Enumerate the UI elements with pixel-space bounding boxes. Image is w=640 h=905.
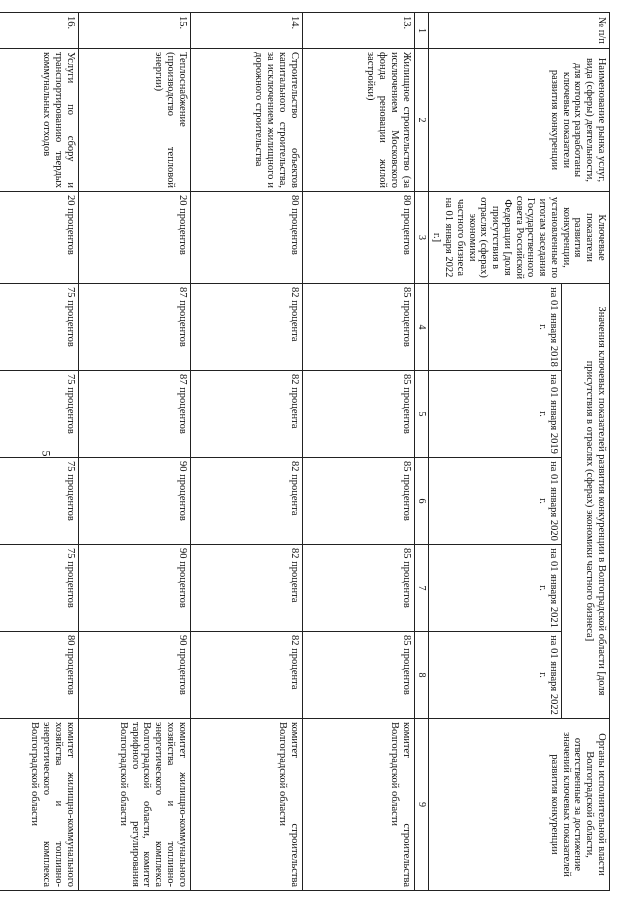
row-number: 15. <box>78 13 190 49</box>
responsible-body: комитет строительства Волгоградской области <box>190 719 302 891</box>
value-2021: 82 процента <box>190 545 302 632</box>
header-col-responsible: Органы исполнительной власти Волгоградской области, ответственные за достижение значений ключевых показателей развития конкуренции <box>428 719 609 891</box>
value-2021: 85 процентов <box>302 545 414 632</box>
value-2019: 87 процентов <box>78 371 190 458</box>
table-row <box>0 13 78 891</box>
header-col-key-indicators: Ключевые показатели развития конкуренции, установленные по итогам заседания Государственного совета Российской Федерации [доля присутствия в отраслях (сферах) экономики частного бизнеса на 01 января 2022 г.] <box>428 192 609 284</box>
value-2022: 85 процентов <box>302 632 414 719</box>
value-2018: 82 процента <box>190 284 302 371</box>
header-year-2020: на 01 января 2020 г. <box>428 458 562 545</box>
value-2019: 82 процента <box>190 371 302 458</box>
competition-indicators-table <box>0 12 610 891</box>
column-index: 3 <box>414 192 428 284</box>
value-2021: 90 процентов <box>78 545 190 632</box>
header-year-2021: на 01 января 2021 г. <box>428 545 562 632</box>
header-group-values: Значения ключевых показателей развития конкуренции в Волгоградской области [доля присутствия в отраслях (сферах) экономики частного бизнеса] <box>562 284 610 719</box>
value-2019: 75 процентов <box>0 371 78 458</box>
value-2022: 90 процентов <box>78 632 190 719</box>
value-2022: 82 процента <box>190 632 302 719</box>
key-indicator: 20 процентов <box>0 192 78 284</box>
row-number: 13. <box>302 13 414 49</box>
row-number: 16. <box>0 13 78 49</box>
value-2018: 87 процентов <box>78 284 190 371</box>
column-index: 2 <box>414 49 428 192</box>
column-index-row <box>414 13 428 891</box>
market-name: Строительство объектов капитального строительства, за исключением жилищного и дорожного строительства <box>190 49 302 192</box>
responsible-body: комитет жилищно-коммунального хозяйства и топливно-энергетического комплекса Волгоградской области <box>0 719 78 891</box>
column-index: 5 <box>414 371 428 458</box>
table-row <box>302 13 414 891</box>
header-year-2019: на 01 января 2019 г. <box>428 371 562 458</box>
header-col-number: № п/п <box>428 13 609 49</box>
market-name: Теплоснабжение (производство тепловой энергии) <box>78 49 190 192</box>
value-2018: 75 процентов <box>0 284 78 371</box>
market-name: Жилищное строительство (за исключением Московского фонда реновации жилой застройки) <box>302 49 414 192</box>
header-col-market: Наименование рынка услуг, вида (сферы) деятельности, для которых разработаны ключевые показатели развития конкуренции <box>428 49 609 192</box>
table-row <box>78 13 190 891</box>
key-indicator: 20 процентов <box>78 192 190 284</box>
header-year-2018: на 01 января 2018 г. <box>428 284 562 371</box>
responsible-body: комитет жилищно-коммунального хозяйства и топливно-энергетического комплекса Волгоградской области, комитет тарифного регулирования Волгоградской области <box>78 719 190 891</box>
column-index: 1 <box>414 13 428 49</box>
value-2019: 85 процентов <box>302 371 414 458</box>
table-row <box>190 13 302 891</box>
value-2018: 85 процентов <box>302 284 414 371</box>
column-index: 4 <box>414 284 428 371</box>
column-index: 7 <box>414 545 428 632</box>
page-number: 5 <box>39 450 54 457</box>
value-2020: 90 процентов <box>78 458 190 545</box>
header-year-2022: на 01 января 2022 г. <box>428 632 562 719</box>
row-number: 14. <box>190 13 302 49</box>
rotated-table-area <box>29 12 610 890</box>
header-row <box>562 13 610 891</box>
key-indicator: 80 процентов <box>302 192 414 284</box>
value-2021: 75 процентов <box>0 545 78 632</box>
responsible-body: комитет строительства Волгоградской области <box>302 719 414 891</box>
value-2020: 85 процентов <box>302 458 414 545</box>
column-index: 6 <box>414 458 428 545</box>
value-2022: 80 процентов <box>0 632 78 719</box>
market-name: Услуги по сбору и транспортированию твердых коммунальных отходов <box>0 49 78 192</box>
column-index: 8 <box>414 632 428 719</box>
key-indicator: 80 процентов <box>190 192 302 284</box>
column-index: 9 <box>414 719 428 891</box>
value-2020: 82 процента <box>190 458 302 545</box>
value-2020: 75 процентов <box>0 458 78 545</box>
